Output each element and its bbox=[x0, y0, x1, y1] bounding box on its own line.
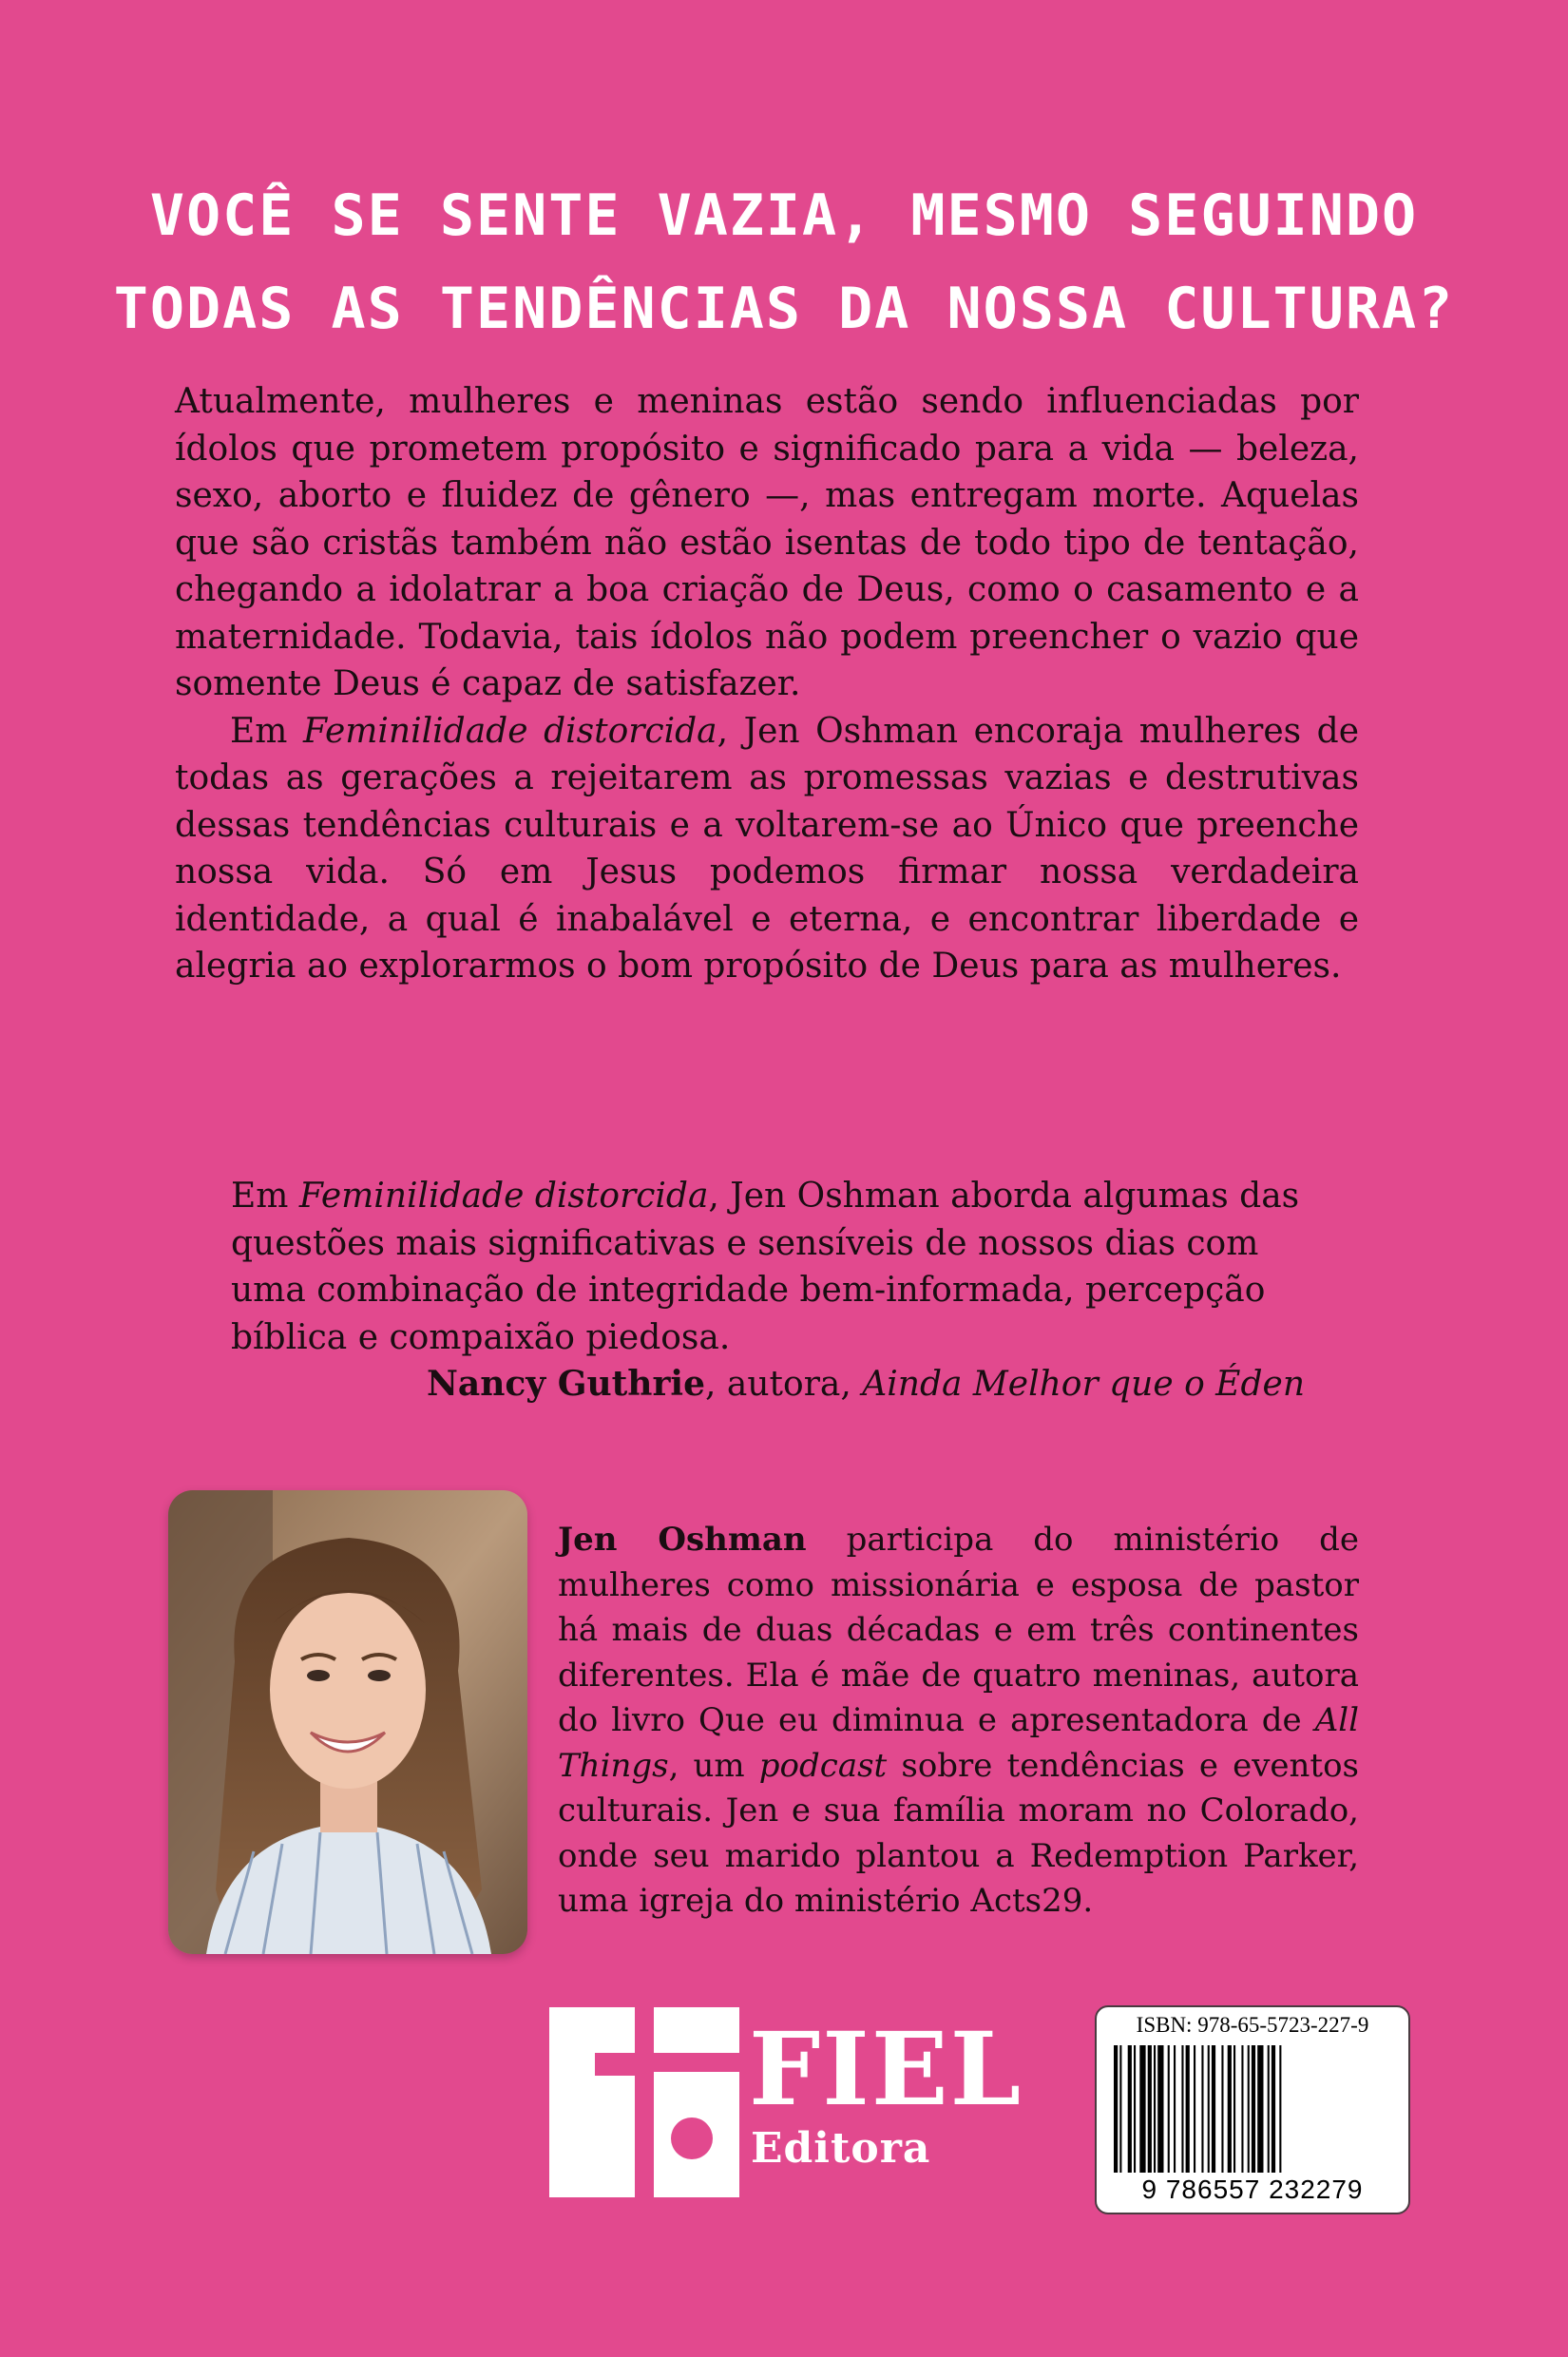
barcode-bar bbox=[1148, 2045, 1152, 2173]
barcode-bar bbox=[1139, 2045, 1145, 2173]
barcode-bar bbox=[1268, 2045, 1270, 2173]
quote-author: Nancy Guthrie bbox=[426, 1364, 706, 1404]
isbn-digits: 9 786557 232279 bbox=[1141, 2175, 1364, 2204]
barcode-bar bbox=[1212, 2045, 1215, 2173]
barcode-bar bbox=[1174, 2045, 1176, 2173]
barcode-bar bbox=[1257, 2045, 1263, 2173]
bio-fragment: sobre tendências e eventos culturais. Jen e sua família moram no Colorado, onde seu marido plantou a Redemption Parker, uma igreja do ministério Acts29. bbox=[558, 1746, 1360, 1920]
quote-author-book: Ainda Melhor que o Éden bbox=[862, 1365, 1305, 1404]
synopsis bbox=[175, 378, 1359, 990]
bio-text bbox=[558, 1518, 1359, 1925]
barcode-bar bbox=[1201, 2045, 1203, 2173]
headline-line-2: TODAS AS TENDÊNCIAS DA NOSSA CULTURA? bbox=[113, 276, 1455, 342]
quote-fragment: Em bbox=[231, 1177, 299, 1216]
barcode-bar bbox=[1221, 2045, 1223, 2173]
barcode-bar bbox=[1208, 2045, 1210, 2173]
quote-attribution bbox=[231, 1361, 1305, 1408]
bio-fragment: participa do ministério de mulheres como missionária e esposa de pastor há mais de duas décadas e em três continentes diferentes. Ela é mãe de quatro meninas, autora do livro Que eu diminua e apresentadora de bbox=[558, 1521, 1360, 1739]
barcode-bar bbox=[1241, 2045, 1243, 2173]
barcode-bar bbox=[1248, 2045, 1250, 2173]
barcode-bar bbox=[1279, 2045, 1281, 2173]
barcode-bar bbox=[1154, 2045, 1156, 2173]
book-title: Feminilidade distorcida bbox=[302, 711, 717, 751]
barcode-bar bbox=[1168, 2045, 1170, 2173]
quote-book-title: Feminilidade distorcida bbox=[298, 1177, 709, 1216]
quote-text bbox=[231, 1173, 1305, 1361]
barcode-bar bbox=[1119, 2045, 1121, 2173]
barcode-bar bbox=[1186, 2045, 1190, 2173]
publisher-subtitle: Editora bbox=[751, 2124, 931, 2173]
quote-author-role: , autora, bbox=[705, 1365, 863, 1404]
bio-podcast-word: podcast bbox=[758, 1746, 888, 1785]
synopsis-text: Em bbox=[230, 711, 303, 751]
publisher-logo bbox=[549, 2007, 1043, 2197]
author-bio bbox=[558, 1518, 1359, 1925]
isbn-label: ISBN: 978-65-5723-227-9 bbox=[1136, 2013, 1369, 2037]
barcode-bar bbox=[1181, 2045, 1183, 2173]
synopsis-paragraph-2 bbox=[175, 708, 1359, 990]
barcode-bar bbox=[1228, 2045, 1232, 2173]
back-cover-headline bbox=[0, 169, 1568, 355]
headline-line-1: VOCÊ SE SENTE VAZIA, MESMO SEGUINDO bbox=[149, 182, 1419, 249]
bio-show-title: All Things bbox=[558, 1701, 1359, 1785]
publisher-name: FIEL bbox=[749, 2009, 1023, 2128]
barcode-bar bbox=[1272, 2045, 1275, 2173]
quote-fragment: , Jen Oshman aborda algumas das questões mais significativas e sensíveis de nossos dias com uma combinação de integridade bem-informada, percepção bíblica e compaixão piedosa. bbox=[231, 1177, 1300, 1357]
bio-author-name: Jen Oshman bbox=[558, 1521, 807, 1559]
author-portrait-illustration bbox=[168, 1490, 527, 1954]
barcode-bar bbox=[1252, 2045, 1255, 2173]
barcode-bar bbox=[1134, 2045, 1136, 2173]
bio-fragment: , um bbox=[668, 1746, 759, 1785]
fiel-emblem-icon bbox=[549, 2007, 739, 2197]
barcode-bar bbox=[1114, 2045, 1118, 2173]
synopsis-paragraph-1: Atualmente, mulheres e meninas estão sendo influenciadas por ídolos que prometem propósito e significado para a vida — beleza, sexo, aborto e fluidez de gênero —, mas entregam morte. Aquelas que são cristãs também não estão isentas de todo tipo de tentação, chegando a idolatrar a boa criação de Deus, como o casamento e a maternidade. Todavia, tais ídolos não podem preencher o vazio que somente Deus é capaz de satisfazer. bbox=[175, 382, 1359, 703]
isbn-barcode bbox=[1095, 2005, 1410, 2214]
barcode-bar bbox=[1194, 2045, 1195, 2173]
barcode-bars bbox=[1114, 2045, 1391, 2173]
author-photo bbox=[168, 1490, 527, 1954]
barcode-bar bbox=[1157, 2045, 1163, 2173]
synopsis-text: , Jen Oshman encoraja mulheres de todas as gerações a rejeitarem as promessas vazias e destrutivas dessas tendências culturais e a voltarem-se ao Único que preenche nossa vida. Só em Jesus podemos firmar nossa verdadeira identidade, a qual é inabalável e eterna, e encontrar liberdade e alegria ao explorarmos o bom propósito de Deus para as mulheres. bbox=[175, 711, 1360, 986]
barcode-bar bbox=[1128, 2045, 1132, 2173]
barcode-bar bbox=[1233, 2045, 1235, 2173]
endorsement-quote bbox=[231, 1173, 1305, 1408]
